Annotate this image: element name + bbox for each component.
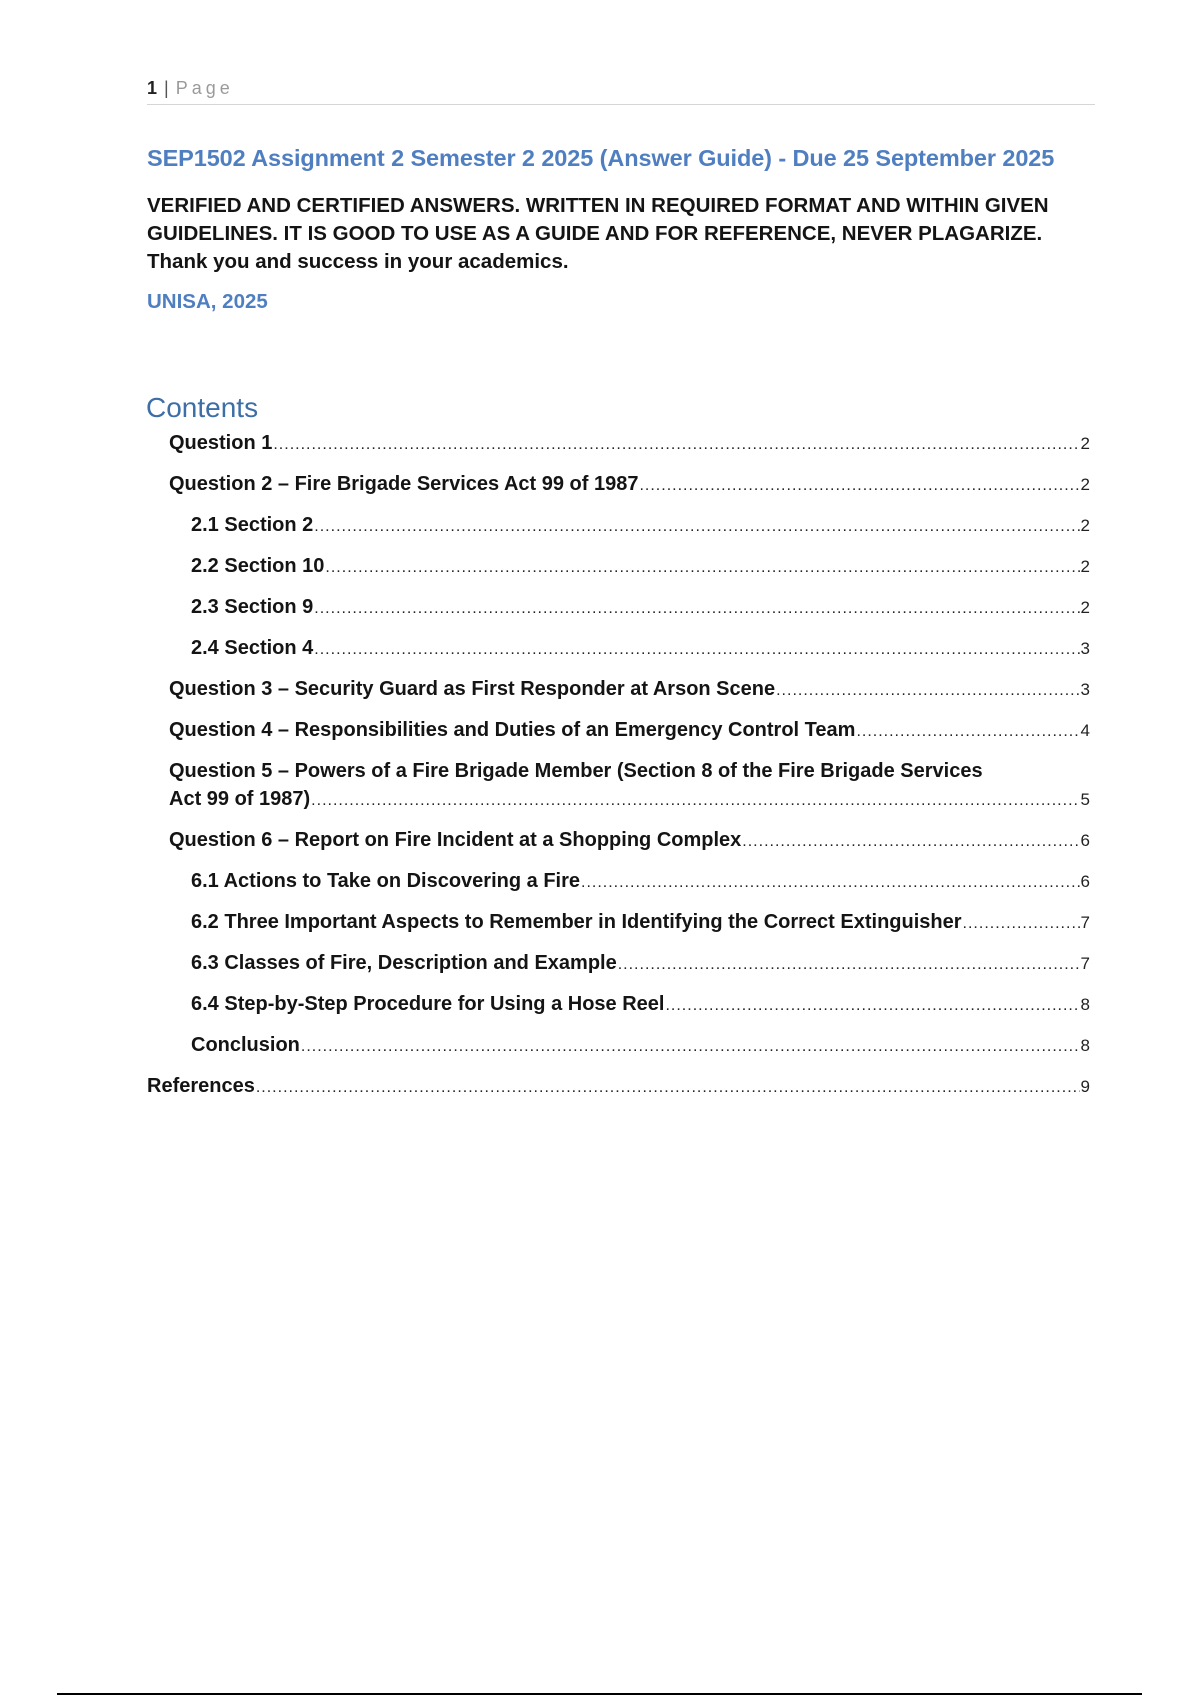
page-number: 1 <box>147 78 158 98</box>
toc-leader <box>963 910 1080 938</box>
toc-leader <box>325 554 1079 582</box>
toc-entry-section-2-3[interactable] <box>147 593 1090 623</box>
toc-leader <box>311 787 1079 815</box>
toc-page-number: 6 <box>1080 872 1090 891</box>
toc-entry-section-2-1[interactable] <box>147 511 1090 541</box>
toc-entry-title: 2.1 Section 2 <box>191 514 314 536</box>
toc-entry-section-6-1[interactable] <box>147 867 1090 897</box>
header-separator: | <box>164 78 169 98</box>
toc-entry-section-6-4[interactable] <box>147 990 1090 1020</box>
toc-page-number: 7 <box>1080 954 1090 973</box>
toc-entry-section-2-2[interactable] <box>147 552 1090 582</box>
toc-entry-references[interactable] <box>147 1072 1090 1102</box>
toc-page-number: 2 <box>1080 475 1090 494</box>
toc-leader <box>618 951 1080 979</box>
toc-leader <box>776 677 1079 705</box>
toc-entry-title: References <box>147 1075 255 1097</box>
toc-page-number: 2 <box>1080 516 1090 535</box>
toc-leader <box>639 472 1079 500</box>
table-of-contents <box>147 429 1090 1102</box>
toc-leader <box>581 869 1080 897</box>
toc-entry-title: 6.2 Three Important Aspects to Remember in Identifying the Correct Extinguisher <box>191 911 962 933</box>
page-header <box>147 74 1095 105</box>
toc-page-number: 3 <box>1080 680 1090 699</box>
toc-leader <box>742 828 1079 856</box>
toc-leader <box>273 431 1079 459</box>
toc-entry-title: 2.4 Section 4 <box>191 637 314 659</box>
toc-page-number: 8 <box>1080 1036 1090 1055</box>
toc-entry-title: Question 3 – Security Guard as First Responder at Arson Scene <box>169 678 776 700</box>
toc-page-number: 7 <box>1080 913 1090 932</box>
toc-leader <box>314 513 1079 541</box>
toc-entry-section-6-2[interactable] <box>147 908 1090 938</box>
toc-entry-question-6[interactable] <box>147 826 1090 856</box>
toc-entry-question-2[interactable] <box>147 470 1090 500</box>
toc-entry-question-1[interactable] <box>147 429 1090 459</box>
toc-entry-title: 6.3 Classes of Fire, Description and Example <box>191 952 617 974</box>
toc-leader <box>256 1074 1080 1102</box>
page-label: Page <box>175 78 234 98</box>
toc-entry-question-3[interactable] <box>147 675 1090 705</box>
toc-leader <box>856 718 1079 746</box>
toc-page-number: 4 <box>1080 721 1090 740</box>
toc-page-number: 3 <box>1080 639 1090 658</box>
toc-entry-section-6-3[interactable] <box>147 949 1090 979</box>
toc-page-number: 2 <box>1080 557 1090 576</box>
toc-entry-section-2-4[interactable] <box>147 634 1090 664</box>
toc-entry-question-4[interactable] <box>147 716 1090 746</box>
toc-leader <box>665 992 1079 1020</box>
toc-entry-conclusion[interactable] <box>147 1031 1090 1061</box>
toc-entry-title: Question 1 <box>169 432 273 454</box>
toc-entry-title: Question 6 – Report on Fire Incident at a Shopping Complex <box>169 829 742 851</box>
toc-leader <box>314 636 1079 664</box>
footer-rule <box>57 1693 1142 1695</box>
toc-entry-title: 6.1 Actions to Take on Discovering a Fire <box>191 870 580 892</box>
toc-entry-title: 6.4 Step-by-Step Procedure for Using a Hose Reel <box>191 993 665 1015</box>
toc-entry-title: Question 2 – Fire Brigade Services Act 99 of 1987 <box>169 473 639 495</box>
contents-heading: Contents <box>146 392 259 423</box>
toc-entry-title-line2: Act 99 of 1987) <box>169 788 311 810</box>
toc-entry-title: Question 4 – Responsibilities and Duties of an Emergency Control Team <box>169 719 856 741</box>
toc-page-number: 5 <box>1080 790 1090 809</box>
toc-page-number: 9 <box>1080 1077 1090 1096</box>
toc-entry-title: Conclusion <box>191 1034 300 1056</box>
toc-leader <box>314 595 1079 623</box>
toc-entry-title: 2.2 Section 10 <box>191 555 325 577</box>
toc-entry-title: 2.3 Section 9 <box>191 596 314 618</box>
toc-page-number: 6 <box>1080 831 1090 850</box>
toc-page-number: 8 <box>1080 995 1090 1014</box>
toc-page-number: 2 <box>1080 434 1090 453</box>
toc-page-number: 2 <box>1080 598 1090 617</box>
toc-entry-question-5[interactable] <box>147 757 1090 815</box>
toc-leader <box>301 1033 1080 1061</box>
intro-paragraph: VERIFIED AND CERTIFIED ANSWERS. WRITTEN IN REQUIRED FORMAT AND WITHIN GIVEN GUIDELINES. IT IS GOOD TO USE AS A GUIDE AND FOR REFERENCE, NEVER PLAGARIZE. Thank you and success in your academics. <box>147 194 1049 273</box>
document-title: SEP1502 Assignment 2 Semester 2 2025 (Answer Guide) - Due 25 September 2025 <box>147 145 1055 171</box>
affiliation: UNISA, 2025 <box>147 290 268 313</box>
toc-entry-title-line1: Question 5 – Powers of a Fire Brigade Member (Section 8 of the Fire Brigade Services <box>169 760 983 782</box>
